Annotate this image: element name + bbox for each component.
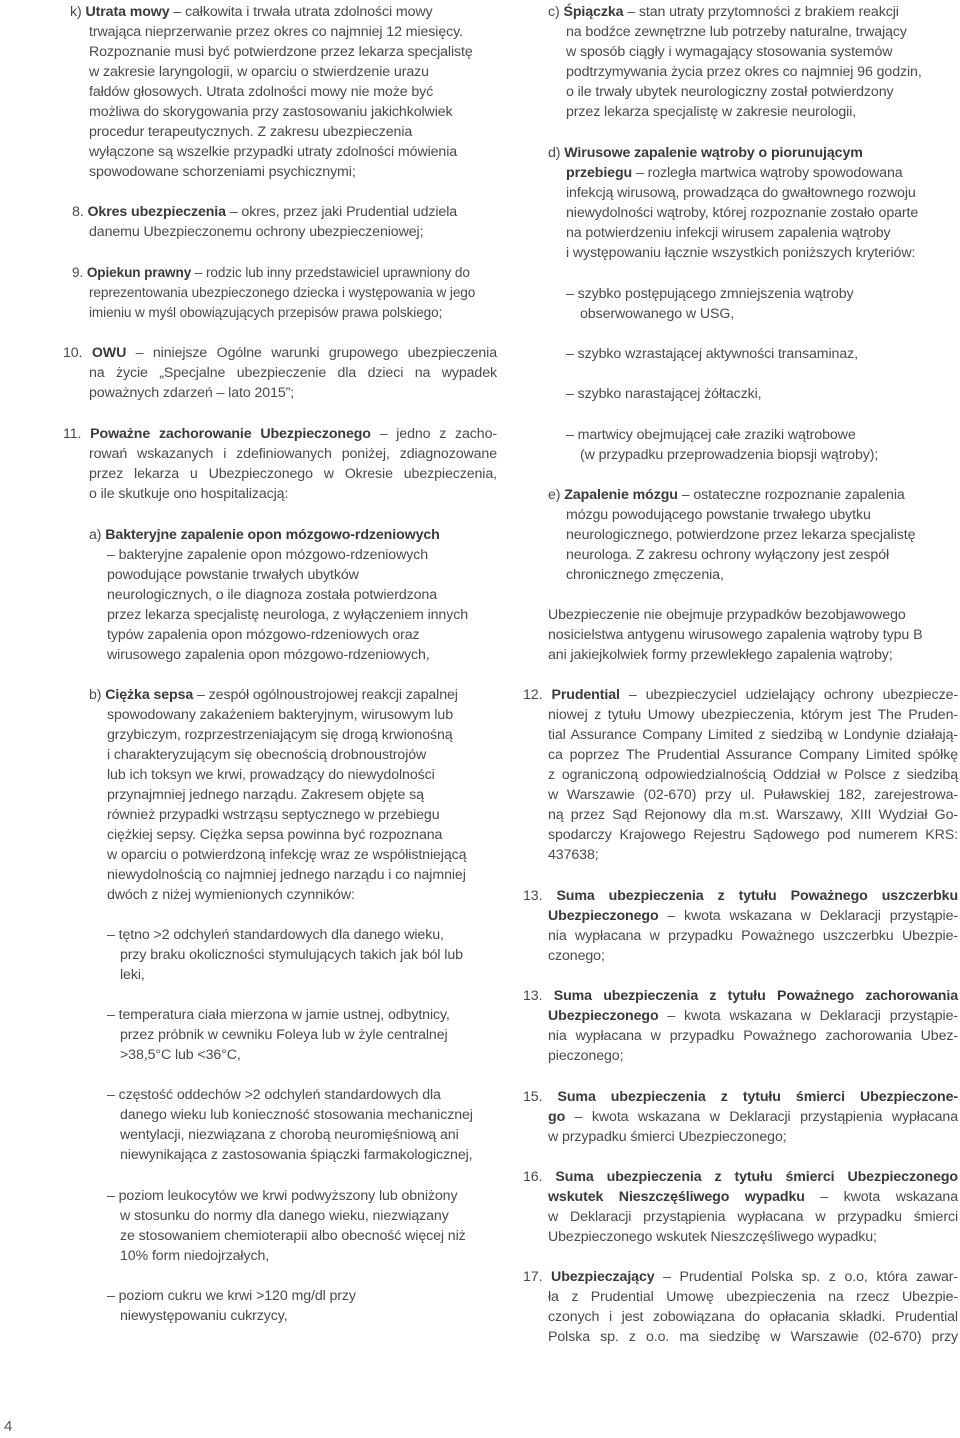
subitem-a-line xyxy=(89,525,440,545)
page-number: 4 xyxy=(4,1418,13,1435)
text: rowań wskazanych i zdefiniowanych poniżej, zdiagnozowane xyxy=(89,446,497,462)
text-line: wentylacji, niezwiązana z chorobą neuromięśniową ani xyxy=(120,1127,459,1143)
definition-17-line xyxy=(523,1267,958,1287)
item-number: 16. xyxy=(523,1169,556,1185)
text: niowej z tytułu Umowy ubezpieczenia, którym jest The Pruden- xyxy=(548,707,958,723)
text-line xyxy=(548,745,958,765)
item-label: a) xyxy=(89,527,106,543)
text-line xyxy=(89,444,497,464)
definition-13-line xyxy=(523,886,958,906)
text-line: niewynikająca z zastosowania śpiączki farmakologicznej, xyxy=(120,1147,473,1163)
text: na życie „Specjalne ubezpieczenie dla dzieci na wypadek xyxy=(89,365,497,381)
text-line xyxy=(548,725,958,745)
text-line: nosicielstwa antygenu wirusowego zapalenia wątroby typu B xyxy=(548,627,923,643)
text-line: przez próbnik w cewniku Foleya lub w żyle centralnej xyxy=(120,1027,448,1043)
term: Ciężka sepsa xyxy=(105,687,194,703)
text-line xyxy=(548,785,958,805)
text-line xyxy=(548,1307,958,1327)
text-line: czonego; xyxy=(548,948,605,964)
text-line: w oparciu o potwierdzoną infekcję wraz ze współistniejącą xyxy=(107,847,467,863)
item-label: e) xyxy=(548,487,565,503)
text: nia wypłacana w przypadku Poważnego zachorowania Ubez- xyxy=(548,1028,958,1044)
item-number: 13. xyxy=(523,888,557,904)
criterion-line: – poziom cukru we krwi >120 mg/dl przy xyxy=(107,1288,356,1304)
text-line: fałdów głosowych. Utrata zdolności mowy nie może być xyxy=(89,84,434,100)
criterion-line: – szybko postępującego zmniejszenia wątroby xyxy=(566,286,854,302)
text-line xyxy=(548,705,958,725)
text: ła z Prudential Umowę ubezpieczenia na rzecz Ubezpie- xyxy=(548,1289,958,1305)
text-line: mózgu powodującego powstanie trwałego ubytku xyxy=(566,507,871,523)
text: – zespół ogólnoustrojowej reakcji zapalnej xyxy=(193,687,458,703)
term: Suma ubezpieczenia z tytułu śmierci Ubezpieczone- xyxy=(557,1089,959,1105)
term: Ubezpieczający xyxy=(551,1269,655,1285)
text: – Prudential Polska sp. z o.o, która zawar- xyxy=(654,1269,958,1285)
text: – kwota wskazana w Deklaracji przystąpienia wypłacana xyxy=(565,1109,958,1125)
text-line xyxy=(548,1207,958,1227)
text-line: również przypadki wstrząsu septycznego w przebiegu xyxy=(107,807,440,823)
text-line: przez lekarza specjalistę w zakresie neurologii, xyxy=(566,104,857,120)
text-line: neurologa. Z zakresu ochrony wyłączony jest zespół xyxy=(566,547,890,563)
criterion-line: – szybko wzrastającej aktywności transaminaz, xyxy=(566,346,858,362)
item-number: 11. xyxy=(63,426,91,442)
text-line: niewydolności wątroby, której rozpoznanie zostało oparte xyxy=(566,205,919,221)
item-label: c) xyxy=(548,4,564,20)
term: go xyxy=(548,1109,566,1125)
text-line: – bakteryjne zapalenie opon mózgowo-rdzeniowych xyxy=(107,547,429,563)
text: – niniejsze Ogólne warunki grupowego ubezpieczenia xyxy=(126,345,497,361)
text-line: niewystępowaniu cukrzycy, xyxy=(120,1308,288,1324)
text-line: powodujące powstanie trwałych ubytków xyxy=(107,567,359,583)
text-line: podtrzymywania życia przez okres co najmniej 96 godzin, xyxy=(566,64,922,80)
text-line: poważnych zdarzeń – lato 2015”; xyxy=(89,385,295,401)
text-line: spowodowany zakażeniem bakteryjnym, wirusowym lub xyxy=(107,707,453,723)
subitem-e-line xyxy=(548,485,905,505)
text: – ubezpieczyciel udzielający ochrony ubezpiecze- xyxy=(619,687,958,703)
text-line: grzybiczym, rozprzestrzeniającym się drogą krwionośną xyxy=(107,727,453,743)
criterion-line: – martwicy obejmującej całe zraziki wątrobowe xyxy=(566,427,856,443)
text: – kwota wskazana w Deklaracji przystąpie- xyxy=(658,908,958,924)
text-line: >38,5°C lub <36°C, xyxy=(120,1047,241,1063)
term: przebiegu xyxy=(566,165,633,181)
text-line: w zakresie laryngologii, w oparciu o stwierdzenie urazu xyxy=(89,64,429,80)
definition-11-line xyxy=(63,424,497,444)
text: ca poprzez The Prudential Assurance Company Limited spółkę xyxy=(548,747,958,763)
text: przez lekarza u Ubezpieczonego w Okresie ubezpieczenia, xyxy=(89,466,497,482)
text-line: i występowaniu łącznie wszystkich poniższych kryteriów: xyxy=(566,245,916,261)
term: wskutek Nieszczęśliwego wypadku xyxy=(548,1189,805,1205)
text-line: leki, xyxy=(120,967,145,983)
text-line xyxy=(548,1026,958,1046)
item-number: 13. xyxy=(523,988,554,1004)
text-line: 10% form niedojrzałych, xyxy=(120,1248,270,1264)
text-line: na potwierdzeniu infekcji wirusem zapalenia wątroby xyxy=(566,225,891,241)
term: Okres ubezpieczenia xyxy=(87,204,226,220)
text-line: ze stosowaniem chemioterapii albo obecność więcej niż xyxy=(120,1228,466,1244)
text: w Deklaracji przystąpienia wypłacana w przypadku śmierci xyxy=(548,1209,958,1225)
text: – okres, przez jaki Prudential udziela xyxy=(225,204,458,220)
text: – rozległa martwica wątroby spowodowana xyxy=(632,165,903,181)
text-line xyxy=(548,906,958,926)
text: Polska sp. z o.o. ma siedzibę w Warszawie (02-670) przy xyxy=(548,1329,958,1345)
text: – ostateczne rozpoznanie zapalenia xyxy=(677,487,905,503)
term: Wirusowe zapalenie wątroby o piorunującym xyxy=(564,145,863,161)
criterion-line: – poziom leukocytów we krwi podwyższony lub obniżony xyxy=(107,1188,458,1204)
text-line: na bodźce zewnętrzne lub potrzeby naturalne, trwający xyxy=(566,24,907,40)
text-line: neurologicznego, potwierdzone przez lekarza specjalistę xyxy=(566,527,916,543)
text-line: chronicznego zmęczenia, xyxy=(566,567,724,583)
text-line: Rozpoznanie musi być potwierdzone przez lekarza specjalistę xyxy=(89,44,473,60)
text-line: 437638; xyxy=(548,847,599,863)
text: czonych i jest zobowiązana do opłacania składki. Prudential xyxy=(548,1309,958,1325)
text-line xyxy=(548,765,958,785)
text-line: ciężkiej sepsy. Ciężka sepsa powinna być rozpoznana xyxy=(107,827,443,843)
term: Poważne zachorowanie Ubezpieczonego xyxy=(90,426,371,442)
text-line: o ile skutkuje ono hospitalizacją: xyxy=(89,486,289,502)
item-number: 10. xyxy=(63,345,92,361)
text-line: w stosunku do normy dla danego wieku, niezwiązany xyxy=(120,1208,449,1224)
term: Zapalenie mózgu xyxy=(564,487,678,503)
text-line xyxy=(548,825,958,845)
item-number: 17. xyxy=(523,1269,552,1285)
text-line xyxy=(89,363,497,383)
subitem-b-line xyxy=(89,685,458,705)
text-line: reprezentowania ubezpieczonego dziecka i występowania w jego xyxy=(89,285,476,300)
criterion-line: – temperatura ciała mierzona w jamie ustnej, odbytnicy, xyxy=(107,1007,450,1023)
item-number: 9. xyxy=(72,265,87,280)
text-line: ani jakiejkolwiek formy przewlekłego zapalenia wątroby; xyxy=(548,647,893,663)
text: w Warszawie (02-670) przy ul. Puławskiej 182, zarejestrowa- xyxy=(548,787,958,803)
text-line: przy braku okoliczności stymulujących takich jak ból lub xyxy=(120,947,463,963)
text: – kwota wskazana w Deklaracji przystąpie- xyxy=(658,1008,958,1024)
text: – kwota wskazana xyxy=(804,1189,958,1205)
text-line: w przypadku śmierci Ubezpieczonego; xyxy=(548,1129,787,1145)
item-label: d) xyxy=(548,145,565,161)
term: Ubezpieczonego xyxy=(548,1008,659,1024)
definition-15-line xyxy=(523,1087,958,1107)
criterion-line: – częstość oddechów >2 odchyleń standardowych dla xyxy=(107,1087,441,1103)
term: Bakteryjne zapalenie opon mózgowo-rdzeniowych xyxy=(105,527,440,543)
definition-8-line xyxy=(72,202,457,222)
text: z ograniczoną odpowiedzialnością Oddział w Polsce z siedzibą xyxy=(548,767,958,783)
text-line: imieniu w myśl obowiązujących przepisów prawa polskiego; xyxy=(89,305,443,320)
definition-10-line xyxy=(63,343,497,363)
text-line: spowodowane schorzeniami psychicznymi; xyxy=(89,164,356,180)
definition-16-line xyxy=(523,1167,958,1187)
text-line xyxy=(548,1187,958,1207)
subitem-c-line xyxy=(548,2,899,22)
subitem-d-line xyxy=(548,143,863,163)
criterion-line: – szybko narastającej żółtaczki, xyxy=(566,386,762,402)
text: – rodzic lub inny przedstawiciel uprawniony do xyxy=(191,265,470,280)
text: spodarczy Krajowego Rejestru Sądowego pod numerem KRS: xyxy=(548,827,958,843)
term: Śpiączka xyxy=(563,4,624,20)
term: OWU xyxy=(91,345,127,361)
text-line: danemu Ubezpieczonemu ochrony ubezpieczeniowej; xyxy=(89,224,424,240)
term: Suma ubezpieczenia z tytułu śmierci Ubezpieczonego xyxy=(555,1169,959,1185)
text-line xyxy=(548,926,958,946)
definition-13b-line xyxy=(523,986,958,1006)
text-line: typów zapalenia opon mózgowo-rdzeniowych oraz xyxy=(107,627,420,643)
text-line: lub ich toksyn we krwi, prowadzący do niewydolności xyxy=(107,767,435,783)
definition-9-line xyxy=(72,263,470,283)
text-line: Ubezpieczenie nie obejmuje przypadków bezobjawowego xyxy=(548,607,906,623)
text-line: możliwa do skorygowania przy zastosowaniu jakichkolwiek xyxy=(89,104,453,120)
text-line: trwająca nieprzerwanie przez okres co najmniej 12 miesięcy. xyxy=(89,24,463,40)
text-line: dwóch z niżej wymienionych czynników: xyxy=(107,887,355,903)
item-number: 15. xyxy=(523,1089,558,1105)
text-line xyxy=(548,1006,958,1026)
text-line xyxy=(566,163,903,183)
text: – stan utraty przytomności z brakiem reakcji xyxy=(623,4,899,20)
text-line: infekcją wirusową, prowadząca do gwałtownego rozwoju xyxy=(566,185,916,201)
text-line: przynajmniej jednego narządu. Zakresem objęte są xyxy=(107,787,424,803)
text: ną przez Sąd Rejonowy dla m.st. Warszawy, XIII Wydział Go- xyxy=(548,807,958,823)
text-line: Ubezpieczonego wskutek Nieszczęśliwego wypadku; xyxy=(548,1229,877,1245)
text-line xyxy=(548,1107,958,1127)
text-line: danego wieku lub konieczność stosowania mechanicznej xyxy=(120,1107,473,1123)
text-line: wirusowego zapalenia opon mózgowo-rdzeniowych, xyxy=(107,647,430,663)
item-label: k) xyxy=(70,4,86,20)
text-line xyxy=(89,464,497,484)
term: Opiekun prawny xyxy=(86,265,192,280)
text-line: o ile trwały ubytek neurologiczny został potwierdzony xyxy=(566,84,894,100)
definition-k-line xyxy=(70,2,433,22)
item-number: 12. xyxy=(523,687,552,703)
text: – całkowita i trwała utrata zdolności mowy xyxy=(169,4,433,20)
text-line: procedur terapeutycznych. Z zakresu ubezpieczenia xyxy=(89,124,413,140)
item-number: 8. xyxy=(72,204,88,220)
text: – jedno z zacho- xyxy=(370,426,497,442)
term: Ubezpieczonego xyxy=(548,908,659,924)
term: Utrata mowy xyxy=(85,4,170,20)
term: Suma ubezpieczenia z tytułu Poważnego uszczerbku xyxy=(556,888,959,904)
text-line: i charakteryzującym się obecnością drobnoustrojów xyxy=(107,747,427,763)
definition-12-line xyxy=(523,685,958,705)
text-line: w sposób ciągły i wymagający stosowania systemów xyxy=(566,44,893,60)
text-line: niewydolnością co najmniej jednego narządu i co najmniej xyxy=(107,867,466,883)
item-label: b) xyxy=(89,687,106,703)
text: nia wypłacana w przypadku Poważnego uszczerbku Ubezpie- xyxy=(548,928,958,944)
text-line: wyłączone są wszelkie przypadki utraty zdolności mówienia xyxy=(89,144,458,160)
text: tial Assurance Company Limited z siedzibą w Londynie działają- xyxy=(548,727,958,743)
text-line xyxy=(548,1327,958,1347)
criterion-line: – tętno >2 odchyleń standardowych dla danego wieku, xyxy=(107,927,444,943)
text-line xyxy=(548,805,958,825)
text-line: obserwowanego w USG, xyxy=(580,306,735,322)
text-line: przez lekarza specjalistę neurologa, z wyłączeniem innych xyxy=(107,607,468,623)
text-line xyxy=(548,1287,958,1307)
text-line: (w przypadku przeprowadzenia biopsji wątroby); xyxy=(580,447,879,463)
term: Suma ubezpieczenia z tytułu Poważnego zachorowania xyxy=(553,988,958,1004)
term: Prudential xyxy=(551,687,620,703)
text-line: neurologicznych, o ile diagnoza została potwierdzona xyxy=(107,587,437,603)
text-line: pieczonego; xyxy=(548,1048,624,1064)
